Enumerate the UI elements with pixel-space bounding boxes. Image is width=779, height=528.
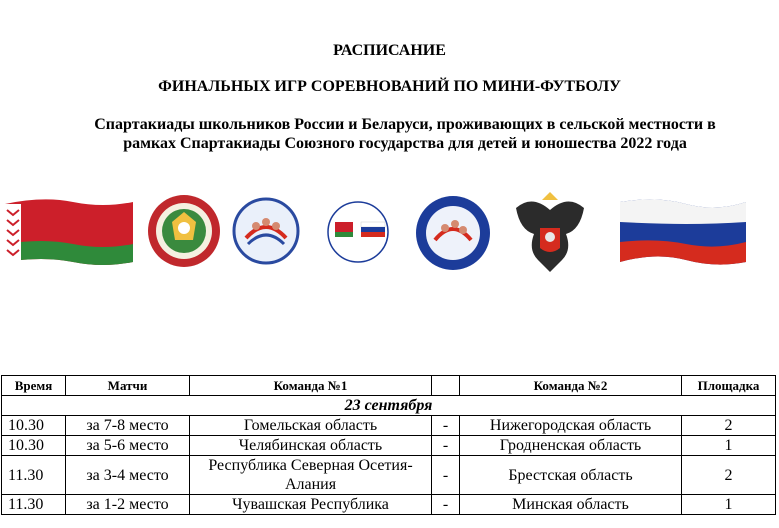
team-separator: -	[432, 495, 460, 515]
table-row	[2, 495, 776, 515]
team-separator: -	[432, 416, 460, 436]
header-time: Время	[2, 376, 66, 396]
match-stage: за 5-6 место	[66, 436, 190, 456]
header-separator	[432, 376, 460, 396]
table-header-row	[2, 376, 776, 396]
match-time: 11.30	[2, 495, 66, 515]
team2-name: Брестская область	[460, 456, 682, 495]
team-separator: -	[432, 456, 460, 495]
header-team1: Команда №1	[190, 376, 432, 396]
match-date: 23 сентября	[2, 396, 776, 416]
team1-name: Чувашская Республика	[190, 495, 432, 515]
field-number: 2	[682, 416, 776, 436]
match-time: 10.30	[2, 436, 66, 456]
table-row	[2, 436, 776, 456]
match-time: 11.30	[2, 456, 66, 495]
team1-name: Челябинская область	[190, 436, 432, 456]
event-description: Спартакиады школьников России и Беларуси, проживающих в сельской местности в рамках Спартакиады Союзного государства для детей и юношества 2022 года	[94, 116, 716, 152]
page-title: РАСПИСАНИЕ	[333, 42, 446, 59]
team2-name: Гродненская область	[460, 436, 682, 456]
table-row	[2, 416, 776, 436]
field-number: 2	[682, 456, 776, 495]
header-matches: Матчи	[66, 376, 190, 396]
spartakiad-emblem-icon	[146, 192, 222, 270]
match-stage: за 3-4 место	[66, 456, 190, 495]
match-stage: за 1-2 место	[66, 495, 190, 515]
team2-name: Минская область	[460, 495, 682, 515]
date-row	[2, 396, 776, 416]
union-spartakiad-logo-icon	[413, 194, 493, 272]
russian-coat-of-arms-icon	[512, 190, 588, 276]
field-number: 1	[682, 495, 776, 515]
schedule-table	[1, 375, 776, 515]
belarus-flag-icon	[3, 196, 135, 266]
field-number: 1	[682, 436, 776, 456]
runners-logo-icon	[232, 196, 300, 266]
logos-row	[0, 188, 779, 278]
match-stage: за 7-8 место	[66, 416, 190, 436]
team-separator: -	[432, 436, 460, 456]
team1-name: Республика Северная Осетия-Алания	[190, 456, 432, 495]
table-row	[2, 456, 776, 495]
match-time: 10.30	[2, 416, 66, 436]
header-team2: Команда №2	[460, 376, 682, 396]
team1-name: Гомельская область	[190, 416, 432, 436]
team2-name: Нижегородская область	[460, 416, 682, 436]
page-subtitle: ФИНАЛЬНЫХ ИГР СОРЕВНОВАНИЙ ПО МИНИ-ФУТБОЛУ	[158, 78, 621, 95]
russia-flag-icon	[616, 196, 750, 268]
header-field: Площадка	[682, 376, 776, 396]
standing-committee-logo	[315, 200, 401, 264]
